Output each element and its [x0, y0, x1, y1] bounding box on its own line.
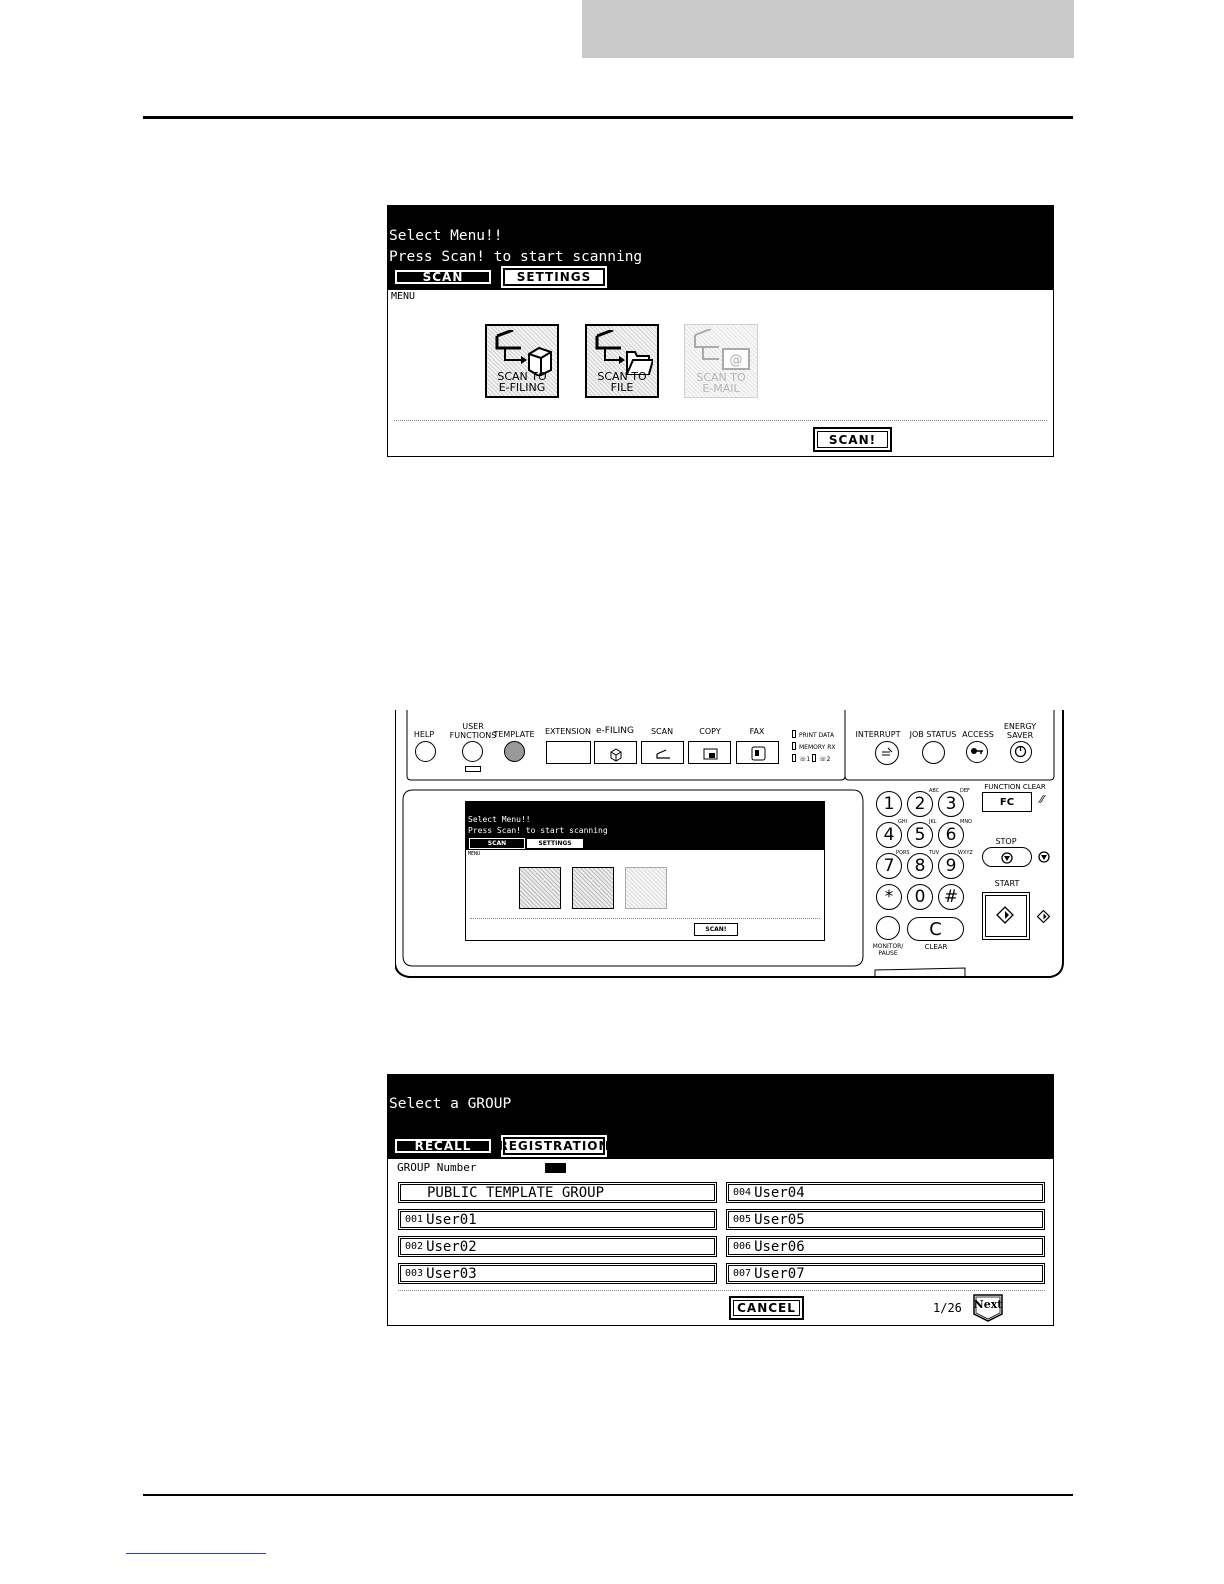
efiling-icon: [595, 742, 638, 765]
key-9[interactable]: 9: [938, 853, 964, 879]
key-letters-wxyz: WXYZ: [958, 850, 973, 856]
scan-start-button[interactable]: SCAN!: [813, 427, 892, 452]
line-2-lamp: [812, 754, 816, 762]
key-7[interactable]: 7: [876, 853, 902, 879]
group-number: 006: [733, 1241, 752, 1252]
power-icon: [1011, 742, 1030, 761]
mini-file-button[interactable]: [572, 867, 614, 909]
group-number-field[interactable]: [545, 1163, 566, 1173]
stop-label: STOP: [995, 837, 1017, 846]
mini-efiling-button[interactable]: [519, 867, 561, 909]
efiling-label: e-FILING: [596, 726, 634, 736]
email-label-2: E-MAIL: [702, 382, 740, 395]
group-button-007[interactable]: [726, 1263, 1045, 1284]
scan-mode-label: SCAN: [650, 727, 674, 736]
scan-menu-screen: [387, 205, 1054, 457]
interrupt-button[interactable]: [875, 741, 899, 765]
group-number: 003: [405, 1268, 424, 1279]
key-5[interactable]: 5: [907, 822, 933, 848]
function-clear-button[interactable]: FC: [982, 792, 1032, 812]
file-label-1: SCAN TO: [597, 370, 647, 383]
line-1-number: 1: [806, 756, 811, 763]
extension-label: EXTENSION: [544, 727, 592, 736]
tab-registration[interactable]: REGISTRATION: [498, 1139, 610, 1153]
mini-tab-scan[interactable]: SCAN: [469, 838, 525, 849]
public-template-group-button[interactable]: PUBLIC TEMPLATE GROUP: [398, 1182, 717, 1203]
key-letters-jkl: JKL: [929, 819, 937, 825]
key-2[interactable]: 2: [907, 791, 933, 817]
page-indicator: 1/26: [933, 1301, 962, 1315]
monitor-pause-label-2: PAUSE: [878, 950, 898, 957]
user-functions-label-1: USER: [462, 722, 484, 731]
mini-scan-button[interactable]: SCAN!: [694, 923, 738, 936]
efiling-label-2: E-FILING: [498, 381, 546, 394]
group-number: 002: [405, 1241, 424, 1252]
copy-button[interactable]: [688, 741, 731, 764]
scan-to-email-button[interactable]: [684, 324, 758, 398]
group-button-004[interactable]: [726, 1182, 1045, 1203]
key-star[interactable]: *: [876, 884, 902, 910]
fax-icon: [737, 742, 780, 765]
function-clear-label: FUNCTION CLEAR: [984, 783, 1046, 791]
next-label: Next: [973, 1298, 1003, 1311]
message-line-1: Select Menu!!: [389, 228, 503, 244]
user-functions-label: [449, 722, 497, 740]
email-label-1: SCAN TO: [696, 371, 746, 384]
print-data-label: PRINT DATA: [799, 732, 835, 739]
key-8[interactable]: 8: [907, 853, 933, 879]
user-functions-indicator: [465, 766, 481, 772]
job-status-button[interactable]: [922, 741, 945, 764]
mini-line-2: Press Scan! to start scanning: [468, 826, 608, 835]
group-number-label: GROUP Number: [397, 1161, 477, 1174]
clear-label: CLEAR: [924, 943, 948, 951]
efiling-label-1: SCAN TO: [497, 370, 547, 383]
access-button[interactable]: [966, 741, 988, 763]
group-name: User03: [426, 1265, 477, 1282]
tab-scan[interactable]: SCAN: [393, 268, 493, 286]
energy-saver-label-1: ENERGY: [1003, 722, 1037, 731]
key-letters-def: DEF: [960, 788, 970, 794]
message-line-2: Press Scan! to start scanning: [389, 249, 643, 265]
group-number: 004: [733, 1187, 752, 1198]
key-6[interactable]: 6: [938, 822, 964, 848]
access-label: ACCESS: [962, 730, 994, 739]
user-functions-button[interactable]: [462, 741, 483, 762]
energy-saver-button[interactable]: [1010, 741, 1032, 763]
panel-touch-screen: [465, 801, 825, 941]
start-label: START: [994, 879, 1020, 888]
key-icon: [967, 742, 986, 761]
stop-mark-icon: [1037, 851, 1051, 865]
key-4[interactable]: 4: [876, 822, 902, 848]
group-select-screen: [387, 1074, 1054, 1326]
start-button[interactable]: [982, 892, 1030, 940]
header-gray-box: [582, 0, 1074, 58]
group-name: User05: [754, 1211, 805, 1228]
function-clear-icon: ⁄⁄: [1040, 793, 1044, 806]
group-button-003[interactable]: [398, 1263, 717, 1284]
template-label: TEMPLATE: [493, 730, 535, 739]
group-button-002[interactable]: [398, 1236, 717, 1257]
interrupt-icon: [876, 742, 897, 763]
group-number: 001: [405, 1214, 424, 1225]
scan-mode-button[interactable]: [641, 741, 684, 764]
line-1-lamp: [792, 754, 796, 762]
key-letters-mno: MNO: [960, 819, 972, 825]
key-letters-tuv: TUV: [929, 850, 940, 856]
group-name: User02: [426, 1238, 477, 1255]
mini-divider: [470, 918, 820, 919]
key-1[interactable]: 1: [876, 791, 902, 817]
scan-to-email-icon: [691, 329, 751, 375]
interrupt-label: INTERRUPT: [855, 730, 901, 739]
mini-email-button[interactable]: [625, 867, 667, 909]
group-name: User01: [426, 1211, 477, 1228]
monitor-pause-label: [865, 943, 911, 957]
line-1-label: ☏1: [799, 756, 811, 763]
stop-icon: [983, 848, 1033, 868]
mini-line-1: Select Menu!!: [468, 815, 531, 824]
monitor-pause-button[interactable]: [876, 916, 900, 940]
key-hash[interactable]: #: [938, 884, 964, 910]
clear-button[interactable]: C: [907, 917, 964, 941]
energy-saver-label-2: SAVER: [1006, 731, 1034, 740]
group-title: Select a GROUP: [389, 1096, 512, 1112]
tab-recall[interactable]: RECALL: [393, 1137, 493, 1155]
header-rule: [143, 116, 1073, 119]
scan-to-efiling-button[interactable]: [485, 324, 559, 398]
memory-rx-lamp: [792, 742, 796, 750]
energy-saver-label: [999, 722, 1041, 740]
help-button[interactable]: [415, 741, 436, 762]
group-button-006[interactable]: [726, 1236, 1045, 1257]
line-2-number: 2: [826, 756, 831, 763]
key-letters-ghi: GHI: [898, 819, 908, 825]
monitor-pause-label-1: MONITOR/: [872, 943, 904, 950]
key-letters-pqrs: PQRS: [896, 850, 910, 856]
next-button[interactable]: [973, 1294, 1003, 1320]
footer-rule: [143, 1494, 1073, 1496]
line-2-label: ☏2: [819, 756, 831, 763]
footer-link-underline: [126, 1553, 266, 1554]
group-button-001[interactable]: [398, 1209, 717, 1230]
extension-button[interactable]: [546, 741, 591, 764]
group-name: User06: [754, 1238, 805, 1255]
group-number: 005: [733, 1214, 752, 1225]
fax-button[interactable]: [736, 741, 779, 764]
key-letters-abc: ABC: [929, 788, 940, 794]
start-mark-icon: [1036, 910, 1050, 925]
copy-label: COPY: [699, 727, 721, 736]
divider: [394, 420, 1047, 421]
fax-label: FAX: [749, 727, 765, 736]
user-functions-label-2: FUNCTIONS: [449, 731, 497, 740]
efiling-button[interactable]: [594, 741, 637, 764]
group-divider: [398, 1290, 1045, 1291]
group-name: User07: [754, 1265, 805, 1282]
start-icon: [983, 893, 1028, 938]
menu-label: MENU: [391, 291, 416, 302]
group-number: 007: [733, 1268, 752, 1279]
cancel-button[interactable]: CANCEL: [729, 1296, 804, 1320]
svg-text:@: @: [729, 353, 743, 368]
job-status-label: JOB STATUS: [909, 730, 957, 739]
mini-tab-settings[interactable]: SETTINGS: [526, 838, 584, 849]
tab-settings[interactable]: SETTINGS: [503, 268, 605, 286]
scan-to-file-button[interactable]: [585, 324, 659, 398]
copy-icon: [689, 742, 732, 765]
control-panel: [395, 710, 1065, 985]
print-data-lamp: [792, 730, 796, 738]
key-3[interactable]: 3: [938, 791, 964, 817]
stop-button[interactable]: [982, 847, 1032, 867]
file-label-2: FILE: [610, 381, 634, 394]
mini-menu-label: MENU: [468, 851, 481, 857]
group-name: User04: [754, 1184, 805, 1201]
help-label: HELP: [413, 730, 435, 739]
scan-mode-icon: [642, 742, 685, 765]
memory-rx-label: MEMORY RX: [799, 744, 836, 751]
group-button-005[interactable]: [726, 1209, 1045, 1230]
template-button[interactable]: [504, 741, 525, 762]
key-0[interactable]: 0: [907, 884, 933, 910]
